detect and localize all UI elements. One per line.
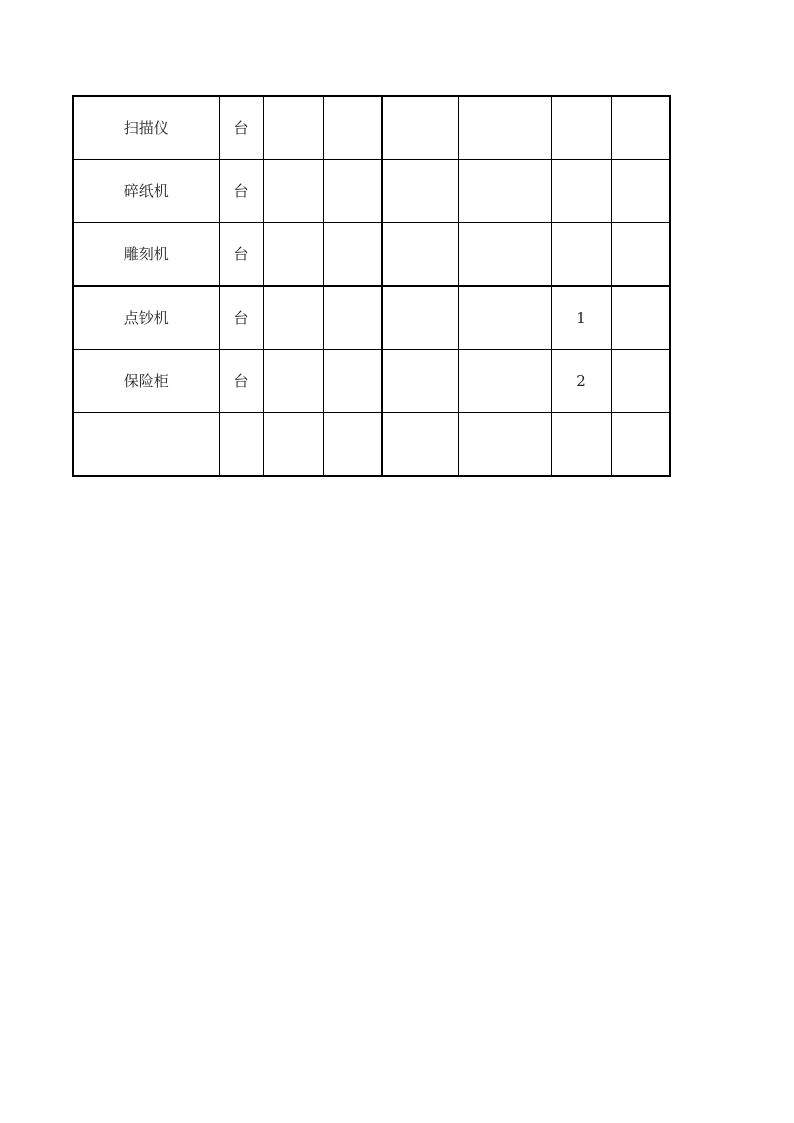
quantity-cell (551, 223, 611, 287)
quantity-cell: 2 (551, 350, 611, 413)
table-cell (458, 286, 551, 350)
unit-cell: 台 (219, 96, 263, 160)
table-row (73, 350, 670, 413)
table-cell (323, 96, 382, 160)
table-cell (382, 350, 458, 413)
unit-cell (219, 413, 263, 477)
table-cell (458, 223, 551, 287)
table-cell (382, 413, 458, 477)
table-cell (611, 286, 670, 350)
equipment-table (72, 95, 671, 477)
item-name-cell: 点钞机 (73, 286, 219, 350)
quantity-cell: 1 (551, 286, 611, 350)
quantity-cell (551, 160, 611, 223)
table-row (73, 96, 670, 160)
item-name-cell: 保险柜 (73, 350, 219, 413)
table-cell (611, 96, 670, 160)
item-name-cell: 扫描仪 (73, 96, 219, 160)
table-cell (263, 160, 323, 223)
table-cell (458, 160, 551, 223)
item-name-cell: 碎纸机 (73, 160, 219, 223)
table-cell (382, 286, 458, 350)
table-cell (323, 350, 382, 413)
table-cell (458, 413, 551, 477)
table-cell (263, 286, 323, 350)
quantity-cell (551, 96, 611, 160)
unit-cell: 台 (219, 286, 263, 350)
unit-cell: 台 (219, 350, 263, 413)
unit-cell: 台 (219, 160, 263, 223)
table-cell (323, 413, 382, 477)
table-cell (323, 160, 382, 223)
table-row (73, 286, 670, 350)
table-row (73, 160, 670, 223)
unit-cell: 台 (219, 223, 263, 287)
table-row (73, 223, 670, 287)
table-cell (323, 286, 382, 350)
table-cell (611, 223, 670, 287)
table-cell (263, 96, 323, 160)
table-cell (382, 223, 458, 287)
table-cell (263, 223, 323, 287)
quantity-cell (551, 413, 611, 477)
table-cell (611, 160, 670, 223)
table-cell (263, 350, 323, 413)
table-cell (323, 223, 382, 287)
item-name-cell: 雕刻机 (73, 223, 219, 287)
table-cell (611, 350, 670, 413)
item-name-cell (73, 413, 219, 477)
table-cell (458, 350, 551, 413)
table-cell (263, 413, 323, 477)
table-row (73, 413, 670, 477)
table-cell (458, 96, 551, 160)
table-cell (382, 160, 458, 223)
table-cell (611, 413, 670, 477)
table-cell (382, 96, 458, 160)
